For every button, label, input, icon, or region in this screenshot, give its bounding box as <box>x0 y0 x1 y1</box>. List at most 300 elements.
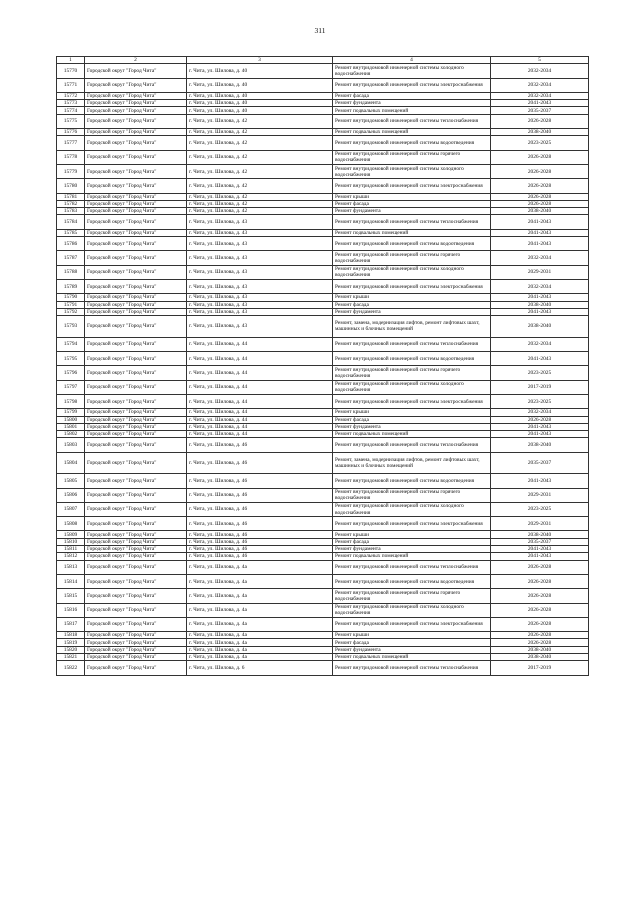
planned-period-cell: 2035-2037 <box>491 107 589 114</box>
work-type-cell: Ремонт подвальных помещений <box>333 654 491 661</box>
table-row <box>57 617 589 631</box>
table-row <box>57 409 589 416</box>
work-type-cell: Ремонт внутридомовой инженерной системы водоотведения <box>333 352 491 366</box>
row-number-cell: 15799 <box>57 409 85 416</box>
address-cell: г. Чита, ул. Шилова, д. 40 <box>187 64 333 78</box>
row-number-cell: 15771 <box>57 78 85 92</box>
planned-period-cell: 2041-2043 <box>491 308 589 315</box>
table-row <box>57 380 589 394</box>
table-row <box>57 474 589 488</box>
planned-period-cell: 2041-2043 <box>491 229 589 236</box>
municipality-cell: Городской округ "Город Чита" <box>85 553 187 560</box>
municipality-cell: Городской округ "Город Чита" <box>85 661 187 675</box>
address-cell: г. Чита, ул. Шилова, д. 42 <box>187 136 333 150</box>
address-cell: г. Чита, ул. Шилова, д. 42 <box>187 164 333 178</box>
municipality-cell: Городской округ "Город Чита" <box>85 193 187 200</box>
table-row <box>57 114 589 128</box>
work-type-cell: Ремонт фундамента <box>333 646 491 653</box>
row-number-cell: 15794 <box>57 337 85 351</box>
municipality-cell: Городской округ "Город Чита" <box>85 546 187 553</box>
table-row <box>57 438 589 452</box>
table-row <box>57 301 589 308</box>
row-number-cell: 15812 <box>57 553 85 560</box>
address-cell: г. Чита, ул. Шилова, д. 46 <box>187 517 333 531</box>
planned-period-cell: 2038-2040 <box>491 438 589 452</box>
municipality-cell: Городской округ "Город Чита" <box>85 394 187 408</box>
work-type-cell: Ремонт внутридомовой инженерной системы электроснабжения <box>333 78 491 92</box>
work-type-cell: Ремонт внутридомовой инженерной системы электроснабжения <box>333 394 491 408</box>
planned-period-cell: 2023-2025 <box>491 136 589 150</box>
row-number-cell: 15797 <box>57 380 85 394</box>
table-row <box>57 661 589 675</box>
table-row <box>57 632 589 639</box>
planned-period-cell: 2017-2019 <box>491 380 589 394</box>
municipality-cell: Городской округ "Город Чита" <box>85 78 187 92</box>
planned-period-cell: 2026-2028 <box>491 150 589 164</box>
row-number-cell: 15770 <box>57 64 85 78</box>
address-cell: г. Чита, ул. Шилова, д. 42 <box>187 179 333 193</box>
municipality-cell: Городской округ "Город Чита" <box>85 114 187 128</box>
table-row <box>57 279 589 293</box>
planned-period-cell: 2038-2040 <box>491 646 589 653</box>
municipality-cell: Городской округ "Город Чита" <box>85 646 187 653</box>
row-number-cell: 15789 <box>57 279 85 293</box>
planned-period-cell: 2041-2043 <box>491 474 589 488</box>
municipality-cell: Городской округ "Город Чита" <box>85 229 187 236</box>
planned-period-cell: 2038-2040 <box>491 208 589 215</box>
municipality-cell: Городской округ "Город Чита" <box>85 502 187 516</box>
work-type-cell: Ремонт подвальных помещений <box>333 129 491 136</box>
table-row <box>57 488 589 502</box>
municipality-cell: Городской округ "Город Чита" <box>85 64 187 78</box>
planned-period-cell: 2041-2043 <box>491 352 589 366</box>
table-row <box>57 452 589 474</box>
row-number-cell: 15790 <box>57 294 85 301</box>
row-number-cell: 15784 <box>57 215 85 229</box>
table-row <box>57 538 589 545</box>
table-row <box>57 308 589 315</box>
planned-period-cell: 2041-2043 <box>491 237 589 251</box>
address-cell: г. Чита, ул. Шилова, д. 43 <box>187 229 333 236</box>
municipality-cell: Городской округ "Город Чита" <box>85 129 187 136</box>
row-number-cell: 15775 <box>57 114 85 128</box>
row-number-cell: 15800 <box>57 416 85 423</box>
row-number-cell: 15788 <box>57 265 85 279</box>
table-row <box>57 337 589 351</box>
address-cell: г. Чита, ул. Шилова, д. 46 <box>187 502 333 516</box>
municipality-cell: Городской округ "Город Чита" <box>85 265 187 279</box>
row-number-cell: 15774 <box>57 107 85 114</box>
address-cell: г. Чита, ул. Шилова, д. 4а <box>187 632 333 639</box>
address-cell: г. Чита, ул. Шилова, д. 4а <box>187 646 333 653</box>
planned-period-cell: 2023-2025 <box>491 502 589 516</box>
planned-period-cell: 2041-2043 <box>491 546 589 553</box>
planned-period-cell: 2038-2040 <box>491 301 589 308</box>
address-cell: г. Чита, ул. Шилова, д. 42 <box>187 150 333 164</box>
table-header-row <box>57 57 589 64</box>
planned-period-cell: 2029-2031 <box>491 265 589 279</box>
row-number-cell: 15783 <box>57 208 85 215</box>
row-number-cell: 15818 <box>57 632 85 639</box>
work-type-cell: Ремонт внутридомовой инженерной системы холодного водоснабжения <box>333 164 491 178</box>
row-number-cell: 15813 <box>57 560 85 574</box>
address-cell: г. Чита, ул. Шилова, д. 44 <box>187 394 333 408</box>
municipality-cell: Городской округ "Город Чита" <box>85 517 187 531</box>
planned-period-cell: 2026-2028 <box>491 179 589 193</box>
row-number-cell: 15809 <box>57 531 85 538</box>
table-row <box>57 639 589 646</box>
address-cell: г. Чита, ул. Шилова, д. 43 <box>187 294 333 301</box>
table-row <box>57 366 589 380</box>
work-type-cell: Ремонт внутридомовой инженерной системы электроснабжения <box>333 279 491 293</box>
work-type-cell: Ремонт внутридомовой инженерной системы теплоснабжения <box>333 215 491 229</box>
work-type-cell: Ремонт фасада <box>333 538 491 545</box>
planned-period-cell: 2032-2034 <box>491 92 589 99</box>
row-number-cell: 15777 <box>57 136 85 150</box>
municipality-cell: Городской округ "Город Чита" <box>85 237 187 251</box>
municipality-cell: Городской округ "Город Чита" <box>85 452 187 474</box>
planned-period-cell: 2041-2043 <box>491 423 589 430</box>
work-type-cell: Ремонт внутридомовой инженерной системы холодного водоснабжения <box>333 265 491 279</box>
table-row <box>57 589 589 603</box>
table-row <box>57 229 589 236</box>
work-type-cell: Ремонт фасада <box>333 416 491 423</box>
work-type-cell: Ремонт внутридомовой инженерной системы водоотведения <box>333 237 491 251</box>
planned-period-cell: 2029-2031 <box>491 517 589 531</box>
row-number-cell: 15776 <box>57 129 85 136</box>
table-row <box>57 416 589 423</box>
row-number-cell: 15773 <box>57 100 85 107</box>
planned-period-cell: 2038-2040 <box>491 531 589 538</box>
work-type-cell: Ремонт фасада <box>333 92 491 99</box>
table-row <box>57 150 589 164</box>
planned-period-cell: 2041-2043 <box>491 431 589 438</box>
work-type-cell: Ремонт крыши <box>333 531 491 538</box>
municipality-cell: Городской округ "Город Чита" <box>85 639 187 646</box>
work-type-cell: Ремонт внутридомовой инженерной системы электроснабжения <box>333 179 491 193</box>
table-row <box>57 215 589 229</box>
table-row <box>57 574 589 588</box>
row-number-cell: 15808 <box>57 517 85 531</box>
address-cell: г. Чита, ул. Шилова, д. 42 <box>187 193 333 200</box>
planned-period-cell: 2032-2034 <box>491 279 589 293</box>
row-number-cell: 15782 <box>57 200 85 207</box>
planned-period-cell: 2029-2031 <box>491 488 589 502</box>
address-cell: г. Чита, ул. Шилова, д. 46 <box>187 488 333 502</box>
page-number: 311 <box>314 26 326 35</box>
table-row <box>57 423 589 430</box>
municipality-cell: Городской округ "Город Чита" <box>85 589 187 603</box>
work-type-cell: Ремонт подвальных помещений <box>333 431 491 438</box>
municipality-cell: Городской округ "Город Чита" <box>85 423 187 430</box>
work-type-cell: Ремонт внутридомовой инженерной системы электроснабжения <box>333 517 491 531</box>
row-number-cell: 15781 <box>57 193 85 200</box>
address-cell: г. Чита, ул. Шилова, д. 44 <box>187 431 333 438</box>
address-cell: г. Чита, ул. Шилова, д. 43 <box>187 265 333 279</box>
planned-period-cell: 2023-2025 <box>491 366 589 380</box>
planned-period-cell: 2026-2028 <box>491 589 589 603</box>
row-number-cell: 15815 <box>57 589 85 603</box>
work-type-cell: Ремонт крыши <box>333 294 491 301</box>
municipality-cell: Городской округ "Город Чита" <box>85 438 187 452</box>
planned-period-cell: 2026-2028 <box>491 632 589 639</box>
address-cell: г. Чита, ул. Шилова, д. 4а <box>187 589 333 603</box>
municipality-cell: Городской округ "Город Чита" <box>85 215 187 229</box>
work-type-cell: Ремонт фундамента <box>333 423 491 430</box>
table-row <box>57 200 589 207</box>
planned-period-cell: 2041-2043 <box>491 294 589 301</box>
planned-period-cell: 2038-2040 <box>491 316 589 338</box>
capital-repair-table <box>56 56 589 676</box>
planned-period-cell: 2041-2043 <box>491 215 589 229</box>
municipality-cell: Городской округ "Город Чита" <box>85 603 187 617</box>
table-row <box>57 431 589 438</box>
address-cell: г. Чита, ул. Шилова, д. 4а <box>187 654 333 661</box>
municipality-cell: Городской округ "Город Чита" <box>85 617 187 631</box>
work-type-cell: Ремонт фасада <box>333 200 491 207</box>
address-cell: г. Чита, ул. Шилова, д. 4а <box>187 603 333 617</box>
address-cell: г. Чита, ул. Шилова, д. 43 <box>187 301 333 308</box>
municipality-cell: Городской округ "Город Чита" <box>85 92 187 99</box>
row-number-cell: 15795 <box>57 352 85 366</box>
work-type-cell: Ремонт внутридомовой инженерной системы электроснабжения <box>333 617 491 631</box>
table-row <box>57 502 589 516</box>
work-type-cell: Ремонт внутридомовой инженерной системы холодного водоснабжения <box>333 502 491 516</box>
table-row <box>57 294 589 301</box>
address-cell: г. Чита, ул. Шилова, д. 40 <box>187 107 333 114</box>
row-number-cell: 15793 <box>57 316 85 338</box>
address-cell: г. Чита, ул. Шилова, д. 43 <box>187 279 333 293</box>
work-type-cell: Ремонт подвальных помещений <box>333 553 491 560</box>
address-cell: г. Чита, ул. Шилова, д. 44 <box>187 409 333 416</box>
work-type-cell: Ремонт фасада <box>333 301 491 308</box>
municipality-cell: Городской округ "Город Чита" <box>85 474 187 488</box>
address-cell: г. Чита, ул. Шилова, д. 43 <box>187 215 333 229</box>
planned-period-cell: 2026-2028 <box>491 560 589 574</box>
planned-period-cell: 2026-2028 <box>491 603 589 617</box>
row-number-cell: 15792 <box>57 308 85 315</box>
work-type-cell: Ремонт фасада <box>333 639 491 646</box>
row-number-cell: 15814 <box>57 574 85 588</box>
row-number-cell: 15810 <box>57 538 85 545</box>
address-cell: г. Чита, ул. Шилова, д. 44 <box>187 352 333 366</box>
municipality-cell: Городской округ "Город Чита" <box>85 150 187 164</box>
table-row <box>57 129 589 136</box>
address-cell: г. Чита, ул. Шилова, д. 43 <box>187 237 333 251</box>
table-row <box>57 394 589 408</box>
work-type-cell: Ремонт внутридомовой инженерной системы горячего водоснабжения <box>333 150 491 164</box>
municipality-cell: Городской округ "Город Чита" <box>85 574 187 588</box>
work-type-cell: Ремонт фундамента <box>333 100 491 107</box>
work-type-cell: Ремонт внутридомовой инженерной системы теплоснабжения <box>333 114 491 128</box>
row-number-cell: 15817 <box>57 617 85 631</box>
row-number-cell: 15802 <box>57 431 85 438</box>
work-type-cell: Ремонт крыши <box>333 409 491 416</box>
address-cell: г. Чита, ул. Шилова, д. 4а <box>187 574 333 588</box>
address-cell: г. Чита, ул. Шилова, д. 4а <box>187 639 333 646</box>
row-number-cell: 15822 <box>57 661 85 675</box>
work-type-cell: Ремонт фундамента <box>333 546 491 553</box>
municipality-cell: Городской округ "Город Чита" <box>85 654 187 661</box>
planned-period-cell: 2032-2034 <box>491 409 589 416</box>
row-number-cell: 15798 <box>57 394 85 408</box>
work-type-cell: Ремонт внутридомовой инженерной системы горячего водоснабжения <box>333 251 491 265</box>
table-row <box>57 352 589 366</box>
municipality-cell: Городской округ "Город Чита" <box>85 560 187 574</box>
planned-period-cell: 2032-2034 <box>491 251 589 265</box>
municipality-cell: Городской округ "Город Чита" <box>85 100 187 107</box>
column-header: 1 <box>57 57 85 64</box>
address-cell: г. Чита, ул. Шилова, д. 46 <box>187 553 333 560</box>
column-header: 2 <box>85 57 187 64</box>
address-cell: г. Чита, ул. Шилова, д. 42 <box>187 208 333 215</box>
column-header: 4 <box>333 57 491 64</box>
table-row <box>57 560 589 574</box>
planned-period-cell: 2035-2037 <box>491 538 589 545</box>
address-cell: г. Чита, ул. Шилова, д. 6 <box>187 661 333 675</box>
municipality-cell: Городской округ "Город Чита" <box>85 366 187 380</box>
address-cell: г. Чита, ул. Шилова, д. 43 <box>187 308 333 315</box>
table-row <box>57 654 589 661</box>
planned-period-cell: 2032-2034 <box>491 64 589 78</box>
work-type-cell: Ремонт внутридомовой инженерной системы водоотведения <box>333 574 491 588</box>
address-cell: г. Чита, ул. Шилова, д. 46 <box>187 452 333 474</box>
planned-period-cell: 2038-2040 <box>491 129 589 136</box>
planned-period-cell: 2017-2019 <box>491 661 589 675</box>
row-number-cell: 15811 <box>57 546 85 553</box>
address-cell: г. Чита, ул. Шилова, д. 40 <box>187 100 333 107</box>
municipality-cell: Городской округ "Город Чита" <box>85 337 187 351</box>
table-row <box>57 517 589 531</box>
row-number-cell: 15806 <box>57 488 85 502</box>
planned-period-cell: 2032-2034 <box>491 78 589 92</box>
work-type-cell: Ремонт фундамента <box>333 308 491 315</box>
table-row <box>57 100 589 107</box>
municipality-cell: Городской округ "Город Чита" <box>85 488 187 502</box>
planned-period-cell: 2026-2028 <box>491 164 589 178</box>
row-number-cell: 15787 <box>57 251 85 265</box>
row-number-cell: 15807 <box>57 502 85 516</box>
table-row <box>57 193 589 200</box>
municipality-cell: Городской округ "Город Чита" <box>85 164 187 178</box>
table-row <box>57 646 589 653</box>
table-row <box>57 531 589 538</box>
row-number-cell: 15772 <box>57 92 85 99</box>
address-cell: г. Чита, ул. Шилова, д. 43 <box>187 251 333 265</box>
planned-period-cell: 2035-2037 <box>491 452 589 474</box>
address-cell: г. Чита, ул. Шилова, д. 44 <box>187 337 333 351</box>
table-row <box>57 164 589 178</box>
work-type-cell: Ремонт внутридомовой инженерной системы теплоснабжения <box>333 438 491 452</box>
address-cell: г. Чита, ул. Шилова, д. 40 <box>187 78 333 92</box>
work-type-cell: Ремонт внутридомовой инженерной системы теплоснабжения <box>333 661 491 675</box>
planned-period-cell: 2026-2028 <box>491 193 589 200</box>
table-row <box>57 136 589 150</box>
table-row <box>57 316 589 338</box>
row-number-cell: 15804 <box>57 452 85 474</box>
column-header: 5 <box>491 57 589 64</box>
address-cell: г. Чита, ул. Шилова, д. 44 <box>187 380 333 394</box>
work-type-cell: Ремонт внутридомовой инженерной системы водоотведения <box>333 474 491 488</box>
table-row <box>57 208 589 215</box>
work-type-cell: Ремонт внутридомовой инженерной системы горячего водоснабжения <box>333 589 491 603</box>
work-type-cell: Ремонт, замена, модернизация лифтов, ремонт лифтовых шахт, машинных и блочных помещений <box>333 452 491 474</box>
municipality-cell: Городской округ "Город Чита" <box>85 416 187 423</box>
municipality-cell: Городской округ "Город Чита" <box>85 380 187 394</box>
municipality-cell: Городской округ "Город Чита" <box>85 316 187 338</box>
address-cell: г. Чита, ул. Шилова, д. 46 <box>187 546 333 553</box>
municipality-cell: Городской округ "Город Чита" <box>85 208 187 215</box>
table-row <box>57 251 589 265</box>
table-row <box>57 237 589 251</box>
table-row <box>57 179 589 193</box>
address-cell: г. Чита, ул. Шилова, д. 42 <box>187 129 333 136</box>
work-type-cell: Ремонт внутридомовой инженерной системы горячего водоснабжения <box>333 488 491 502</box>
municipality-cell: Городской округ "Город Чита" <box>85 352 187 366</box>
row-number-cell: 15801 <box>57 423 85 430</box>
planned-period-cell: 2026-2028 <box>491 200 589 207</box>
row-number-cell: 15819 <box>57 639 85 646</box>
planned-period-cell: 2026-2028 <box>491 114 589 128</box>
municipality-cell: Городской округ "Город Чита" <box>85 136 187 150</box>
planned-period-cell: 2041-2043 <box>491 100 589 107</box>
municipality-cell: Городской округ "Город Чита" <box>85 538 187 545</box>
row-number-cell: 15780 <box>57 179 85 193</box>
municipality-cell: Городской округ "Город Чита" <box>85 200 187 207</box>
work-type-cell: Ремонт внутридомовой инженерной системы водоотведения <box>333 136 491 150</box>
row-number-cell: 15805 <box>57 474 85 488</box>
address-cell: г. Чита, ул. Шилова, д. 44 <box>187 423 333 430</box>
address-cell: г. Чита, ул. Шилова, д. 43 <box>187 316 333 338</box>
work-type-cell: Ремонт крыши <box>333 632 491 639</box>
planned-period-cell: 2026-2028 <box>491 574 589 588</box>
table-row <box>57 64 589 78</box>
planned-period-cell: 2038-2040 <box>491 654 589 661</box>
work-type-cell: Ремонт внутридомовой инженерной системы горячего водоснабжения <box>333 366 491 380</box>
address-cell: г. Чита, ул. Шилова, д. 44 <box>187 416 333 423</box>
work-type-cell: Ремонт внутридомовой инженерной системы холодного водоснабжения <box>333 603 491 617</box>
work-type-cell: Ремонт внутридомовой инженерной системы теплоснабжения <box>333 560 491 574</box>
work-type-cell: Ремонт внутридомовой инженерной системы холодного водоснабжения <box>333 380 491 394</box>
table-row <box>57 553 589 560</box>
address-cell: г. Чита, ул. Шилова, д. 46 <box>187 538 333 545</box>
municipality-cell: Городской округ "Город Чита" <box>85 531 187 538</box>
planned-period-cell: 2023-2025 <box>491 394 589 408</box>
table-row <box>57 107 589 114</box>
row-number-cell: 15796 <box>57 366 85 380</box>
address-cell: г. Чита, ул. Шилова, д. 46 <box>187 438 333 452</box>
municipality-cell: Городской округ "Город Чита" <box>85 179 187 193</box>
address-cell: г. Чита, ул. Шилова, д. 4а <box>187 617 333 631</box>
work-type-cell: Ремонт внутридомовой инженерной системы холодного водоснабжения <box>333 64 491 78</box>
row-number-cell: 15803 <box>57 438 85 452</box>
municipality-cell: Городской округ "Город Чита" <box>85 107 187 114</box>
address-cell: г. Чита, ул. Шилова, д. 42 <box>187 114 333 128</box>
table-row <box>57 78 589 92</box>
work-type-cell: Ремонт подвальных помещений <box>333 107 491 114</box>
row-number-cell: 15820 <box>57 646 85 653</box>
address-cell: г. Чита, ул. Шилова, д. 40 <box>187 92 333 99</box>
address-cell: г. Чита, ул. Шилова, д. 46 <box>187 474 333 488</box>
address-cell: г. Чита, ул. Шилова, д. 4а <box>187 560 333 574</box>
municipality-cell: Городской округ "Город Чита" <box>85 308 187 315</box>
row-number-cell: 15779 <box>57 164 85 178</box>
municipality-cell: Городской округ "Город Чита" <box>85 294 187 301</box>
row-number-cell: 15778 <box>57 150 85 164</box>
row-number-cell: 15786 <box>57 237 85 251</box>
municipality-cell: Городской округ "Город Чита" <box>85 279 187 293</box>
column-header: 3 <box>187 57 333 64</box>
